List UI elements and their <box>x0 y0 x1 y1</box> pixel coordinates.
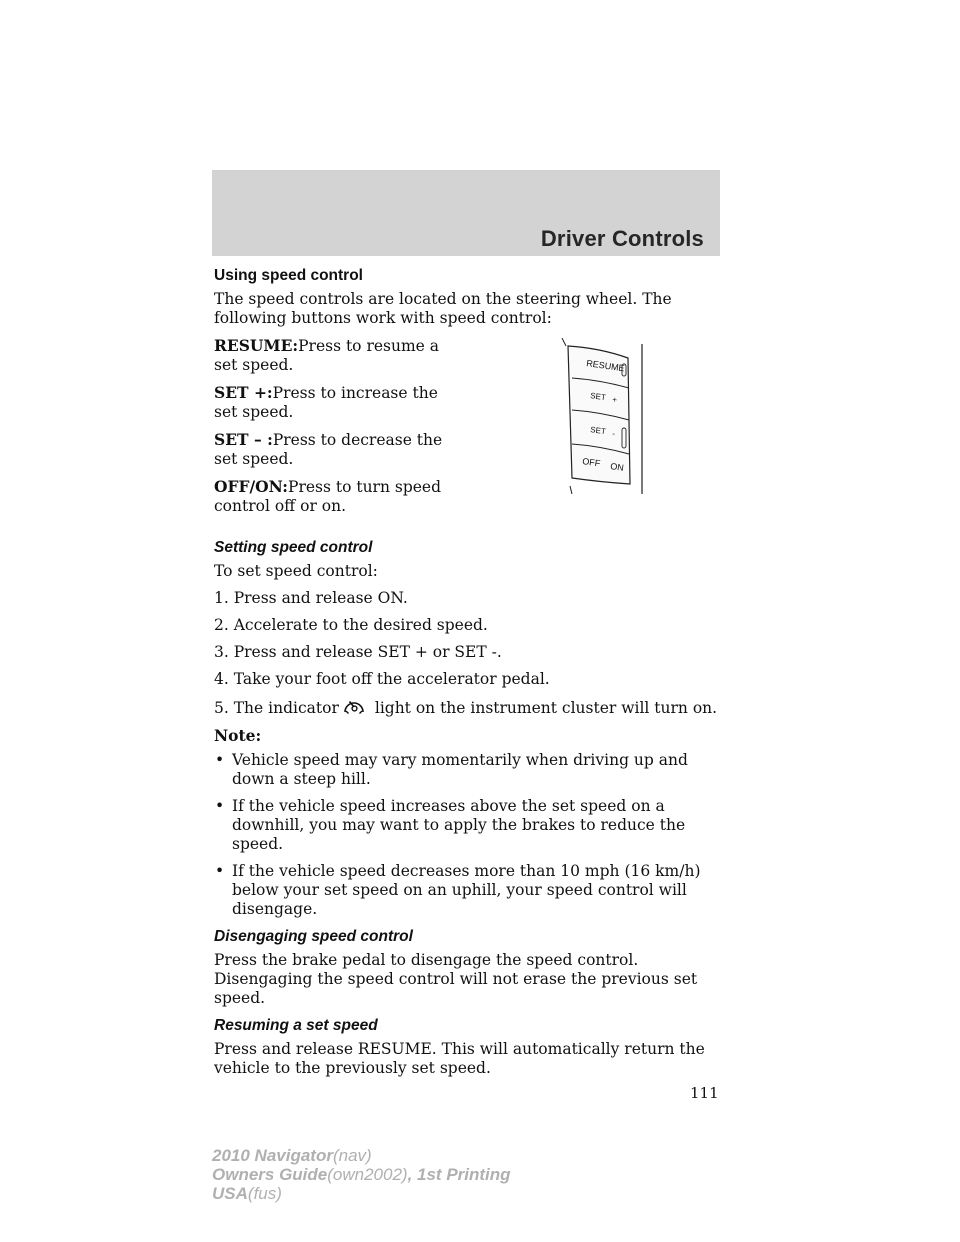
footer-model-code: (nav) <box>332 1146 372 1165</box>
bullet-text: Vehicle speed may vary momentarily when driving up and down a steep hill. <box>232 751 688 788</box>
note-label: Note: <box>214 726 262 745</box>
step-1: 1. Press and release ON. <box>214 589 408 607</box>
disengaging-heading: Disengaging speed control <box>214 928 413 945</box>
list-item <box>214 751 724 789</box>
resume-label: RESUME <box>585 358 626 374</box>
footer-guide: Owners Guide <box>212 1165 328 1184</box>
disengaging-text: Press the brake pedal to disengage the speed control. Disengaging the speed control will not erase the previous set speed. <box>214 951 698 1007</box>
resuming-text: Press and release RESUME. This will automatically return the vehicle to the previously set speed. <box>214 1040 705 1077</box>
footer-model: 2010 Navigator <box>212 1146 333 1165</box>
minus-label: - <box>611 429 616 439</box>
definition-text: Press to turn speed control off or on. <box>214 478 442 515</box>
resuming-heading: Resuming a set speed <box>214 1017 378 1034</box>
footer-line-3 <box>212 1184 511 1203</box>
bullet-icon: • <box>215 797 225 815</box>
set-minus-label: SET <box>589 425 607 437</box>
list-item <box>214 862 724 919</box>
definition-text: Press to decrease the set speed. <box>214 431 443 468</box>
button-definitions <box>214 336 456 516</box>
step-5-end: light on the instrument cluster will turn on. <box>374 699 718 717</box>
header-band <box>212 170 720 256</box>
set-plus-label: SET <box>589 391 607 403</box>
section-title: Driver Controls <box>540 226 704 251</box>
definition-resume <box>214 336 456 375</box>
footer-printing: , 1st Printing <box>407 1165 511 1184</box>
intro-paragraph: The speed controls are located on the steering wheel. The following buttons work with speed control: <box>214 290 672 327</box>
setting-lead: To set speed control: <box>214 562 378 580</box>
definition-text: Press to increase the set speed. <box>214 384 438 421</box>
bullet-text: If the vehicle speed increases above the set speed on a downhill, you may want to apply the brakes to reduce the speed. <box>232 797 686 853</box>
term: RESUME: <box>214 336 299 355</box>
step-3: 3. Press and release SET + or SET -. <box>214 643 502 661</box>
page-number: 111 <box>690 1084 719 1102</box>
speedometer-icon <box>341 697 367 717</box>
step-5-start: 5. The indicator <box>214 699 339 717</box>
plus-label: + <box>611 395 618 405</box>
setting-heading: Setting speed control <box>214 539 373 556</box>
definition-set-plus <box>214 383 456 422</box>
off-label: OFF <box>581 456 601 469</box>
bullet-icon: • <box>215 862 225 880</box>
footer-region: USA <box>212 1184 248 1203</box>
on-label: ON <box>609 461 625 473</box>
definition-text: Press to resume a set speed. <box>214 337 440 374</box>
definition-off-on <box>214 477 456 516</box>
list-item <box>214 797 724 854</box>
step-2: 2. Accelerate to the desired speed. <box>214 616 488 634</box>
term: SET – : <box>214 430 273 449</box>
footer <box>212 1146 511 1203</box>
term: OFF/ON: <box>214 477 289 496</box>
bullet-text: If the vehicle speed decreases more than 10 mph (16 km/h) below your set speed on an uphill, your speed control will disengage. <box>232 862 701 918</box>
step-5 <box>214 697 724 718</box>
term: SET +: <box>214 383 273 402</box>
footer-line-1 <box>212 1146 511 1165</box>
bullet-icon: • <box>215 751 225 769</box>
footer-guide-code: (own2002) <box>327 1165 408 1184</box>
step-4: 4. Take your foot off the accelerator pedal. <box>214 670 550 688</box>
note-list <box>214 751 724 919</box>
definition-set-minus <box>214 430 456 469</box>
footer-line-2 <box>212 1165 511 1184</box>
section-heading: Using speed control <box>214 267 363 284</box>
footer-region-code: (fus) <box>247 1184 282 1203</box>
speed-control-switch-illustration <box>560 338 650 496</box>
